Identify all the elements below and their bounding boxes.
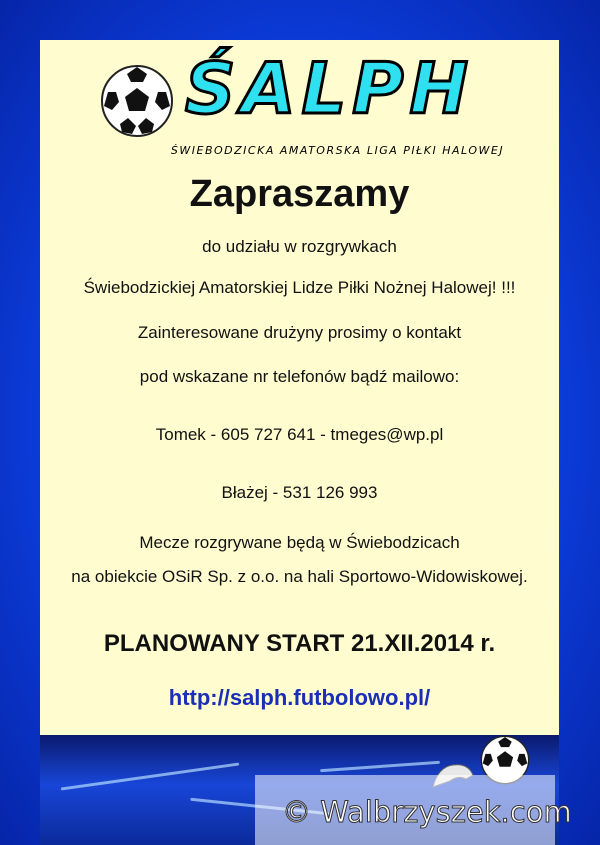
heading: Zapraszamy — [189, 173, 410, 215]
contact-tomek: Tomek - 605 727 641 - tmeges@wp.pl — [155, 425, 444, 444]
football-icon — [100, 64, 174, 138]
venue-line-1: Mecze rozgrywane będą w Świebodzicach — [139, 533, 460, 552]
salph-logo — [100, 48, 520, 162]
venue-line-2: na obiekcie OSiR Sp. z o.o. na hali Sportowo-Widowiskowej. — [71, 567, 528, 586]
intro-line-1: do udziału w rozgrywkach — [202, 237, 397, 256]
poster — [40, 40, 559, 735]
intro-line-4: pod wskazane nr telefonów bądź mailowo: — [139, 367, 460, 386]
logo-subtitle: ŚWIEBODZICKA AMATORSKA LIGA PIŁKI HALOWEJ — [170, 144, 505, 157]
contact-blazej: Błażej - 531 126 993 — [221, 483, 378, 502]
start-date: PLANOWANY START 21.XII.2014 r. — [103, 630, 496, 657]
watermark: © Walbrzyszek.com — [282, 795, 572, 829]
logo-title: ŚALPH — [185, 48, 475, 130]
intro-line-2: Świebodzickiej Amatorskiej Lidze Piłki Nożnej Halowej! !!! — [83, 278, 516, 297]
website-link[interactable]: http://salph.futbolowo.pl/ — [168, 685, 431, 710]
intro-line-3: Zainteresowane drużyny prosimy o kontakt — [137, 323, 462, 342]
